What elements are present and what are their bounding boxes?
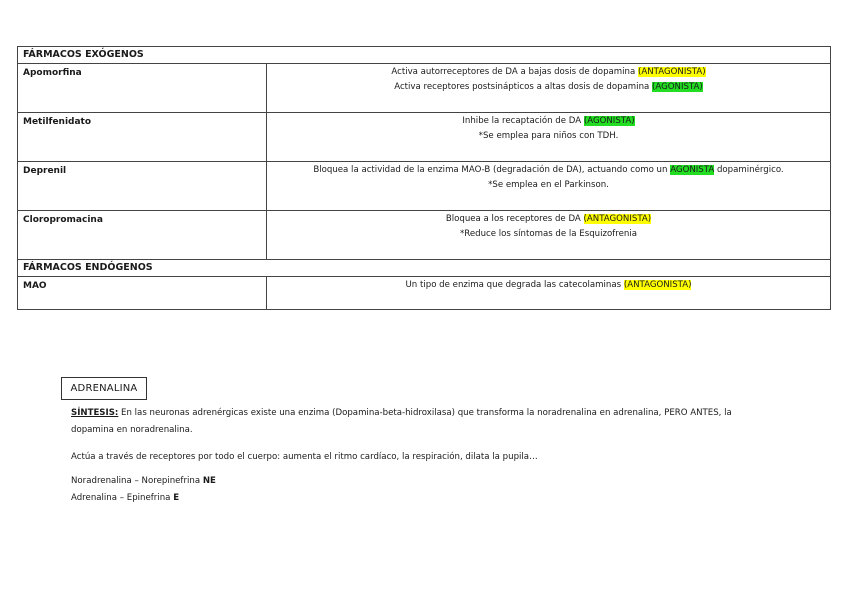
drug-description <box>267 64 831 113</box>
adrenalina-abbr: E <box>173 493 180 503</box>
drug-name: MAO <box>18 277 267 310</box>
drug-description <box>267 162 831 211</box>
table-row-apomorfina <box>18 64 831 113</box>
description-text: Inhibe la recaptación de DA <box>462 116 584 126</box>
noradrenalina-line <box>71 473 791 490</box>
drug-name: Metilfenidato <box>18 113 267 162</box>
adrenalina-heading: ADRENALINA <box>61 377 147 400</box>
description-text: Bloquea a los receptores de DA <box>445 214 584 224</box>
drug-name: Deprenil <box>18 162 267 211</box>
description-text: Activa autorreceptores de DA a bajas dosis de dopamina <box>391 67 638 77</box>
description-text: Bloquea la actividad de la enzima MAO-B (degradación de DA), actuando como un <box>313 165 671 175</box>
sintesis-label: SÍNTESIS: <box>71 408 119 418</box>
antagonist-tag: (ANTAGONISTA) <box>638 67 706 77</box>
noradrenalina-label: Noradrenalina – Norepinefrina <box>71 476 203 486</box>
table-row-cloropromacina <box>18 211 831 260</box>
drug-description <box>267 113 831 162</box>
sintesis-text-continued: dopamina en noradrenalina. <box>71 425 193 435</box>
agonist-tag: (AGONISTA) <box>583 116 635 126</box>
description-text: Activa receptores postsinápticos a altas dosis de dopamina <box>394 82 653 92</box>
sintesis-paragraph <box>71 405 791 439</box>
section-endogenous-header: FÁRMACOS ENDÓGENOS <box>18 260 831 277</box>
drug-description <box>267 211 831 260</box>
antagonist-tag: (ANTAGONISTA) <box>623 280 692 290</box>
sintesis-text: En las neuronas adrenérgicas existe una enzima (Dopamina-beta-hidroxilasa) que transforma la noradrenalina en adrenalina, PERO ANTES, la <box>118 408 732 418</box>
table-row-metilfenidato <box>18 113 831 162</box>
drugs-table <box>17 46 831 310</box>
adrenalina-line <box>71 490 791 507</box>
noradrenalina-abbr: NE <box>202 476 216 486</box>
table-row-mao <box>18 277 831 310</box>
acts-paragraph: Actúa a través de receptores por todo el cuerpo: aumenta el ritmo cardíaco, la respiración, dilata la pupila… <box>71 452 538 462</box>
description-note: *Reduce los síntomas de la Esquizofrenia <box>459 229 638 239</box>
adrenalina-label: Adrenalina – Epinefrina <box>71 493 174 503</box>
description-note: *Se emplea en el Parkinson. <box>488 180 609 190</box>
drug-name: Apomorfina <box>18 64 267 113</box>
agonist-tag: (AGONISTA) <box>652 82 703 92</box>
drug-description <box>267 277 831 310</box>
description-note: *Se emplea para niños con TDH. <box>478 131 619 141</box>
description-text: Un tipo de enzima que degrada las catecolaminas <box>405 280 624 290</box>
table-row-deprenil <box>18 162 831 211</box>
section-exogenous-header: FÁRMACOS EXÓGENOS <box>18 47 831 64</box>
description-text: dopaminérgico. <box>714 165 784 175</box>
drug-name: Cloropromacina <box>18 211 267 260</box>
agonist-tag: AGONISTA <box>670 165 715 175</box>
antagonist-tag: (ANTAGONISTA) <box>583 214 652 224</box>
